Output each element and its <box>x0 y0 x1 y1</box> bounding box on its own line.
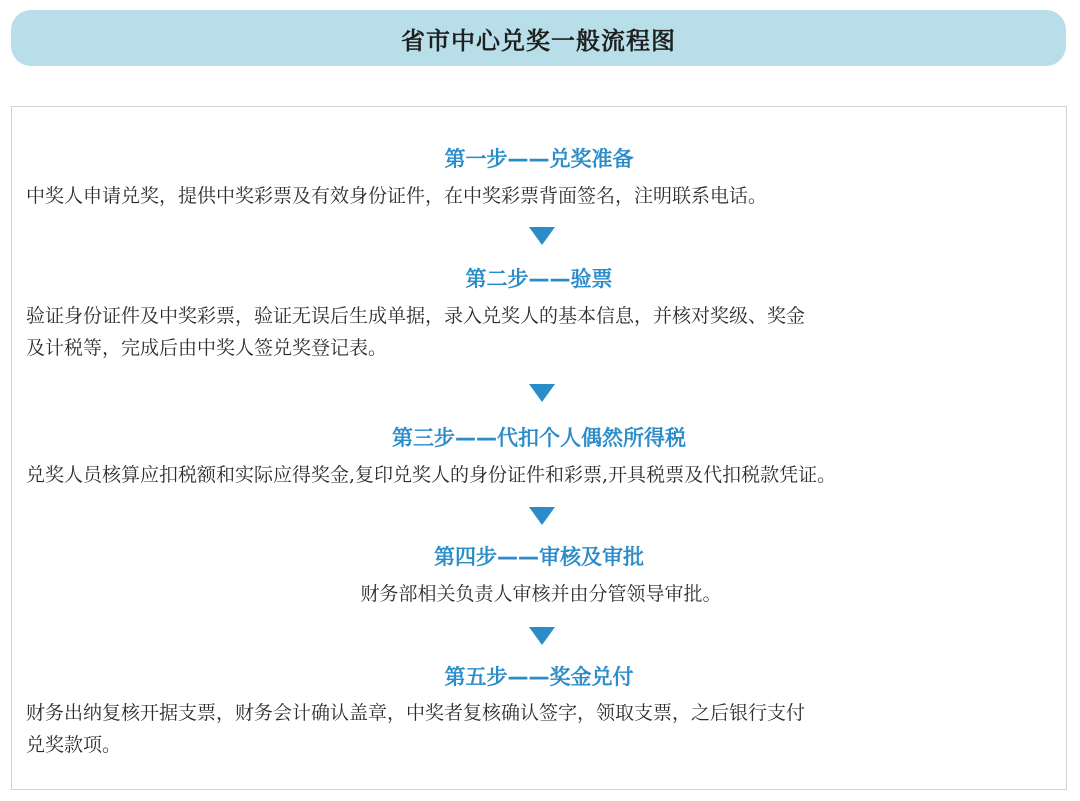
step-3-body <box>26 459 1056 491</box>
page-title: 省市中心兑奖一般流程图 <box>401 26 676 55</box>
arrow-down-icon <box>529 227 555 245</box>
step-2-heading: 第二步——验票 <box>465 267 613 291</box>
step-2-body <box>26 300 1056 364</box>
step-4-heading: 第四步——审核及审批 <box>434 545 644 569</box>
step-5-body <box>26 697 1056 761</box>
arrow-down-icon <box>529 384 555 402</box>
arrow-down-icon <box>529 507 555 525</box>
arrow-down-icon <box>529 627 555 645</box>
title-bar <box>11 10 1066 66</box>
step-1-heading: 第一步——兑奖准备 <box>444 147 634 171</box>
step-3-line-1: 兑奖人员核算应扣税额和实际应得奖金,复印兑奖人的身份证件和彩票,开具税票及代扣税款凭证。 <box>26 464 837 486</box>
step-5-heading: 第五步——奖金兑付 <box>444 665 634 689</box>
step-2-line-1: 验证身份证件及中奖彩票，验证无误后生成单据，录入兑奖人的基本信息，并核对奖级、奖金 <box>26 305 806 327</box>
step-1-line-1: 中奖人申请兑奖，提供中奖彩票及有效身份证件，在中奖彩票背面签名，注明联系电话。 <box>26 185 768 207</box>
step-1-body <box>26 180 1056 212</box>
step-3-heading: 第三步——代扣个人偶然所得税 <box>392 426 686 450</box>
step-2-line-2: 及计税等，完成后由中奖人签兑奖登记表。 <box>26 337 388 359</box>
flowchart-panel <box>11 106 1067 790</box>
step-4-line-1: 财务部相关负责人审核并由分管领导审批。 <box>360 583 722 605</box>
step-5-line-1: 财务出纳复核开据支票，财务会计确认盖章，中奖者复核确认签字，领取支票，之后银行支付 <box>26 702 806 724</box>
step-4-body <box>26 578 1056 610</box>
step-5-line-2: 兑奖款项。 <box>26 734 122 756</box>
